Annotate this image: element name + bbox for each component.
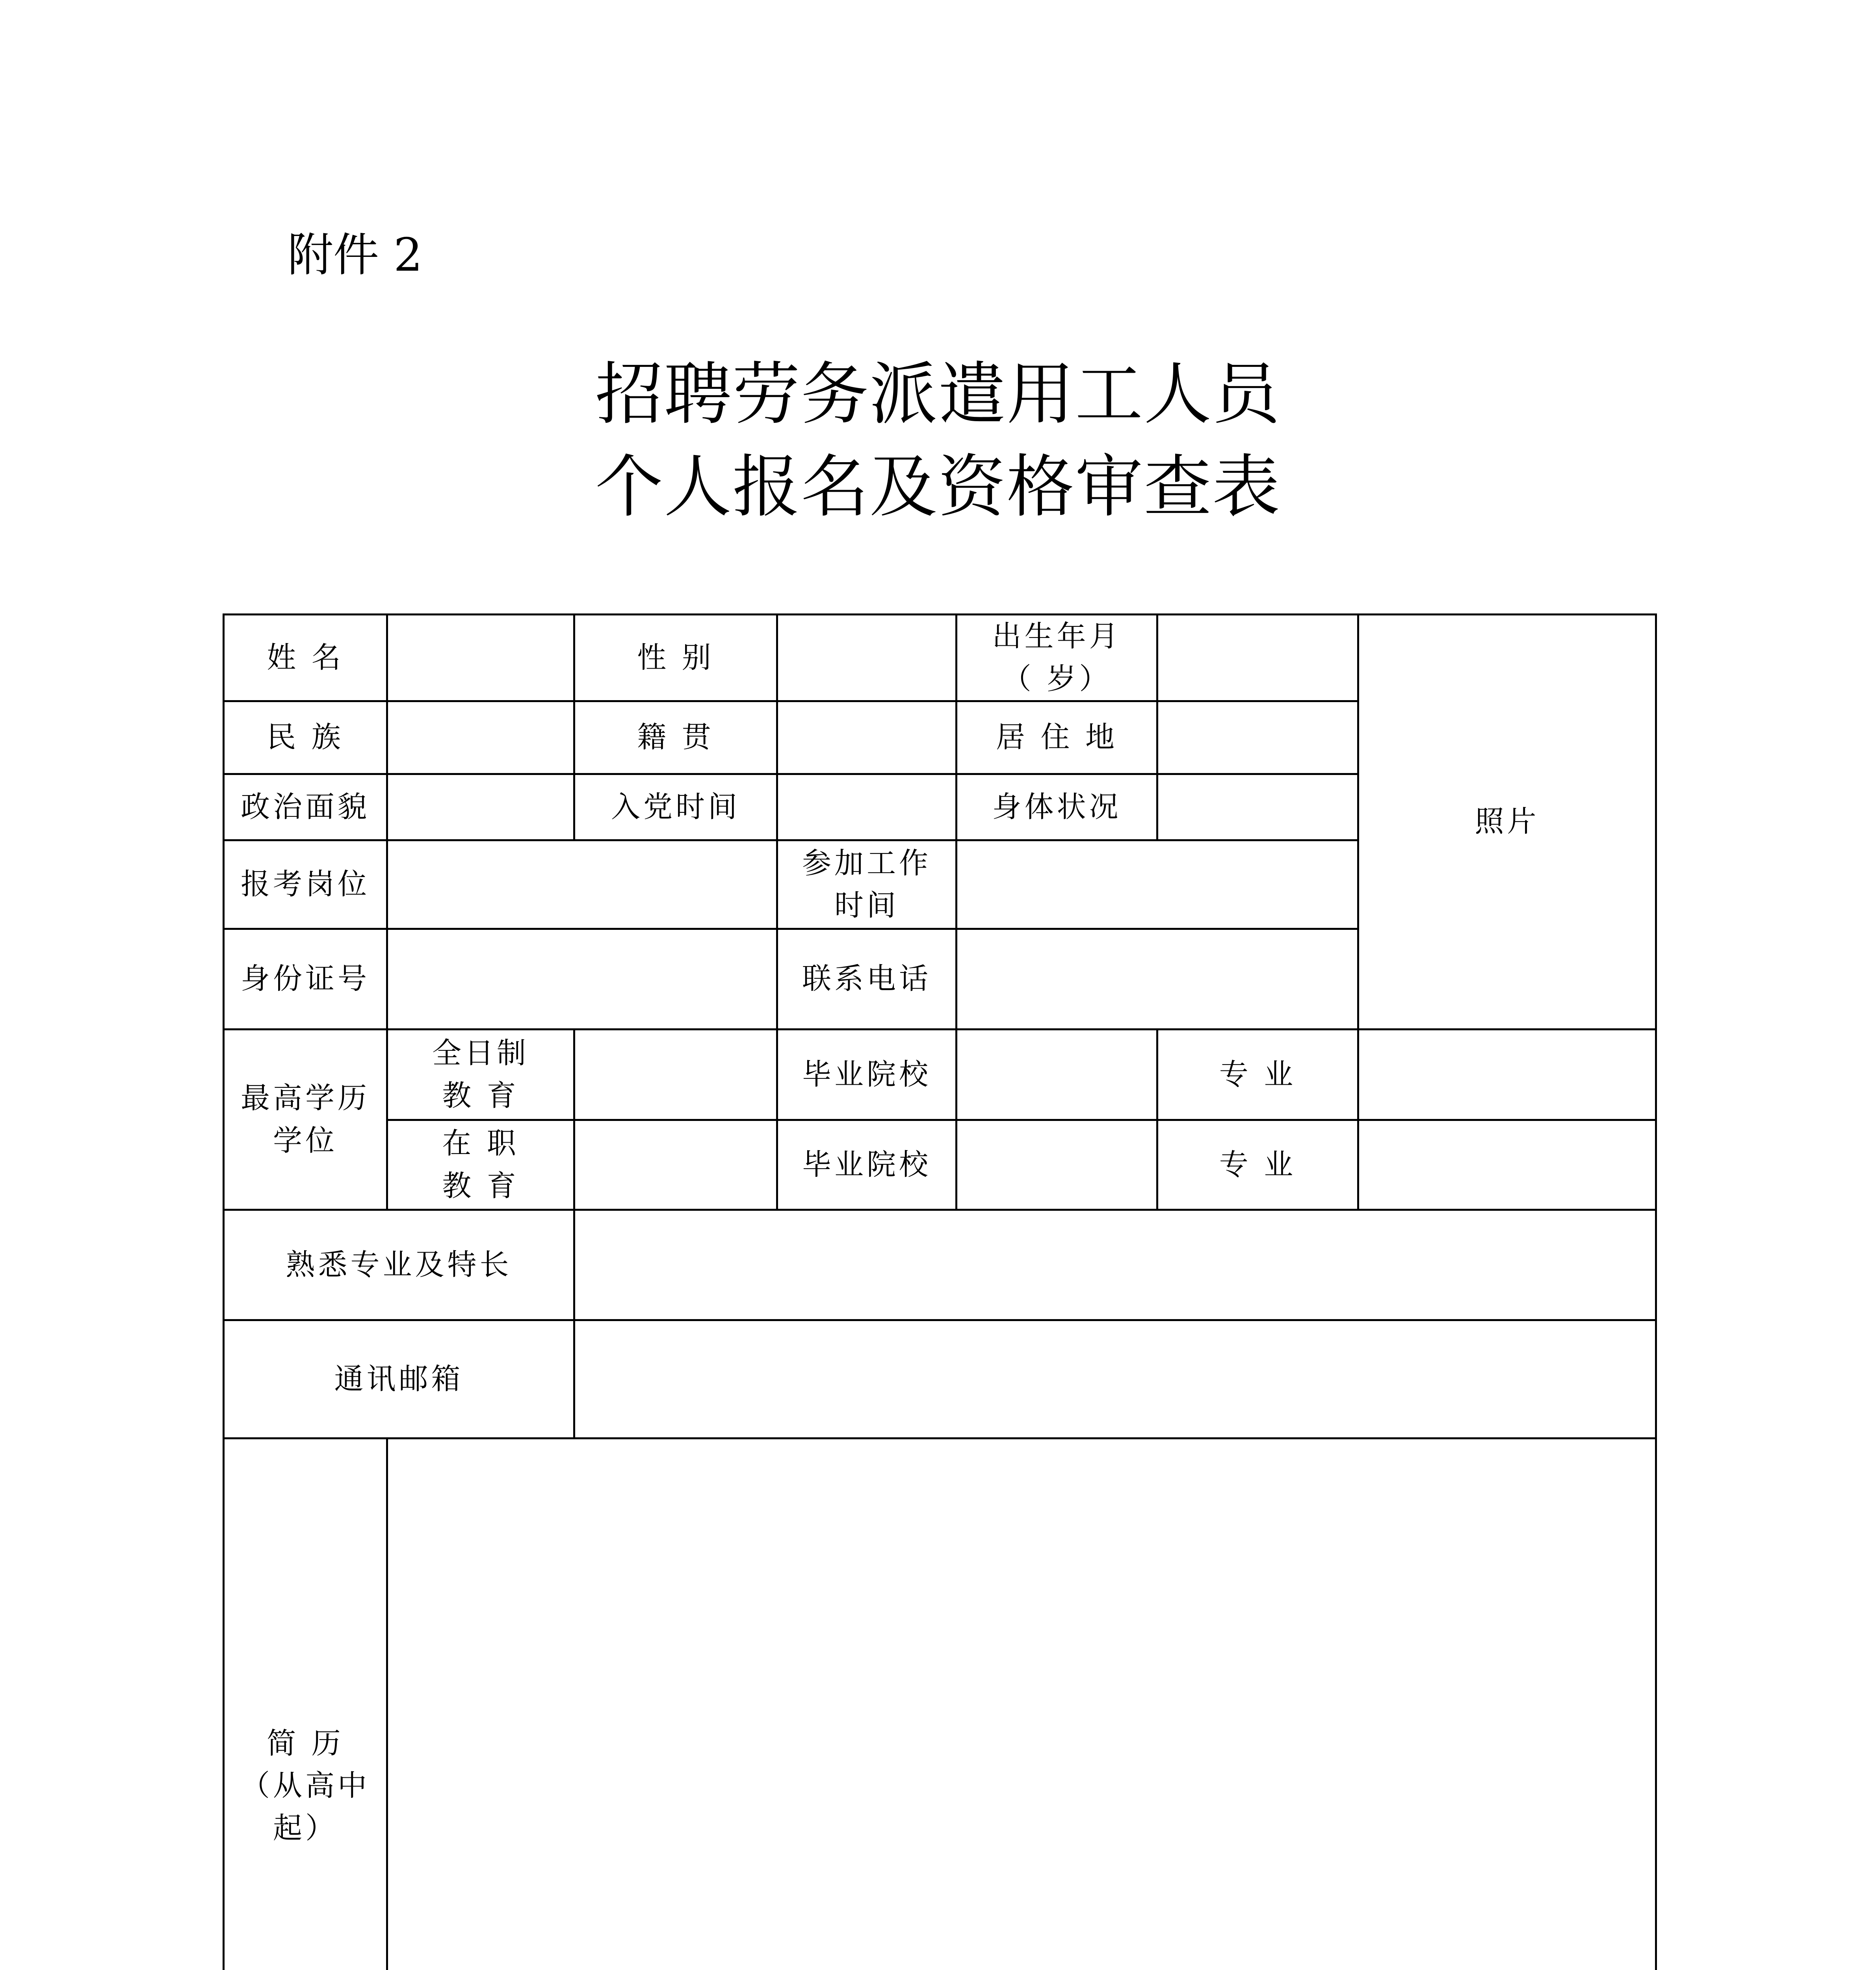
health-status-field[interactable]	[1157, 774, 1358, 840]
ethnicity-field[interactable]	[387, 701, 574, 774]
form-row-education-fulltime	[224, 1030, 1656, 1120]
specialty-field[interactable]	[574, 1210, 1656, 1320]
inservice-school-label: 毕业院校	[777, 1120, 957, 1210]
political-status-field[interactable]	[387, 774, 574, 840]
form-title-line-1: 招聘劳务派遣用工人员	[595, 355, 1281, 434]
fulltime-school-label: 毕业院校	[777, 1030, 957, 1120]
phone-label: 联系电话	[777, 929, 957, 1030]
native-place-label: 籍 贯	[574, 701, 777, 774]
email-field[interactable]	[574, 1320, 1656, 1438]
fulltime-school-field[interactable]	[957, 1030, 1157, 1120]
party-join-date-field[interactable]	[777, 774, 957, 840]
gender-field[interactable]	[777, 615, 957, 701]
name-field[interactable]	[387, 615, 574, 701]
inservice-major-label: 专 业	[1157, 1120, 1358, 1210]
registration-form-table	[223, 613, 1657, 1970]
form-row-education-inservice	[224, 1120, 1656, 1210]
id-number-field[interactable]	[387, 929, 777, 1030]
gender-label: 性 别	[574, 615, 777, 701]
birth-date-field[interactable]	[1157, 615, 1358, 701]
resume-label: 简 历 （从高中 起）	[224, 1438, 387, 1970]
phone-field[interactable]	[957, 929, 1358, 1030]
health-status-label: 身体状况	[957, 774, 1157, 840]
applied-position-field[interactable]	[387, 840, 777, 929]
form-title-line-2: 个人报名及资格审查表	[595, 447, 1281, 526]
education-degree-label: 最高学历 学位	[224, 1030, 387, 1210]
inservice-major-field[interactable]	[1358, 1120, 1656, 1210]
id-number-label: 身份证号	[224, 929, 387, 1030]
form-row-resume	[224, 1438, 1656, 1970]
residence-label: 居 住 地	[957, 701, 1157, 774]
applied-position-label: 报考岗位	[224, 840, 387, 929]
birth-date-label: 出生年月 （ 岁）	[957, 615, 1157, 701]
party-join-date-label: 入党时间	[574, 774, 777, 840]
form-row-email	[224, 1320, 1656, 1438]
photo-box: 照片	[1358, 615, 1656, 1030]
fulltime-major-field[interactable]	[1358, 1030, 1656, 1120]
ethnicity-label: 民 族	[224, 701, 387, 774]
email-label: 通讯邮箱	[224, 1320, 574, 1438]
fulltime-education-field[interactable]	[574, 1030, 777, 1120]
inservice-education-field[interactable]	[574, 1120, 777, 1210]
native-place-field[interactable]	[777, 701, 957, 774]
fulltime-education-label: 全日制 教 育	[387, 1030, 574, 1120]
form-row-basic-info	[224, 615, 1656, 701]
name-label: 姓 名	[224, 615, 387, 701]
residence-field[interactable]	[1157, 701, 1358, 774]
inservice-education-label: 在 职 教 育	[387, 1120, 574, 1210]
political-status-label: 政治面貌	[224, 774, 387, 840]
attachment-label: 附件 2	[288, 229, 423, 282]
form-row-specialty	[224, 1210, 1656, 1320]
specialty-label: 熟悉专业及特长	[224, 1210, 574, 1320]
work-start-date-label: 参加工作 时间	[777, 840, 957, 929]
work-start-date-field[interactable]	[957, 840, 1358, 929]
fulltime-major-label: 专 业	[1157, 1030, 1358, 1120]
resume-field[interactable]	[387, 1438, 1656, 1970]
inservice-school-field[interactable]	[957, 1120, 1157, 1210]
